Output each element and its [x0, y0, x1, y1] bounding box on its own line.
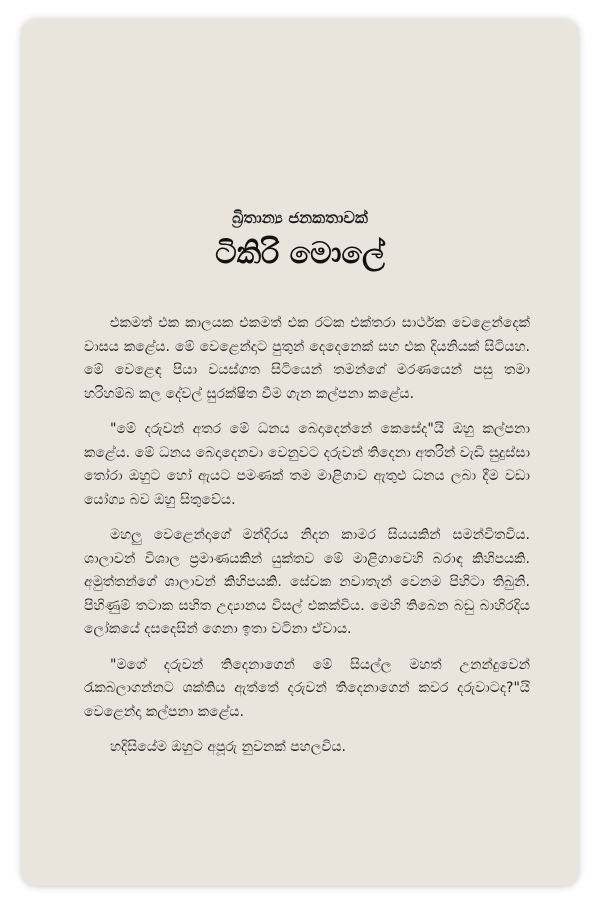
paragraph: මහලු වෙළෙන්දාගේ මන්දිරය නිදන කාමර සියයකින් සමන්විතවිය. ශාලාවන් විශාල ප්‍රමාණයකින් යුක්තව මේ මාළිගාවෙහි බරාඳ කිහිපයකි. අමුත්තන්ගේ ශාලාවන් කිහිපයකි. සේවක නවාතැන් වෙනම පිහිටා තිබුනි. පිහිණුම් තටාක සහිත උද්‍යානය විසල් එකක්විය. මෙහි තිබෙන බඩු බාහිරදිය ලෝකයේ දසදෙසින් ගෙනා ඉතා වටිනා ඒවාය. — [84, 527, 530, 637]
book-page — [22, 20, 578, 886]
story-subtitle: බ්‍රිතාන්‍ය ජනකතාවක් — [232, 208, 368, 227]
story-title: ටිකිරි මොලේ — [215, 236, 385, 271]
paragraph: එකමත් එක කාලයක එකමත් එක රටක එක්තරා සාර්ථක වෙළෙන්දෙක් වාසය කළේය. මේ වෙළෙන්දාට පුතුන් දෙදෙනෙක් සහ එක දියනියක් සිටියහ. මේ වෙළෙඳ පියා වයස්ගත සිටියෙන් තමන්ගේ මරණයෙන් පසු තමා හරිහම්බ කල දේවල් සුරක්ෂිත වීම ගැන කල්පනා කළේය. — [84, 315, 530, 402]
paragraph: "මේ දරුවන් අතර මේ ධනය බෙදාදෙන්නේ කෙසේද"යි ඔහු කල්පනා කළේය. මේ ධනය බෙදාදෙනවා වෙනුවට දරුවන් තිදෙනා අතරින් වැඩි සුදුස්සා තෝරා ඔහුට හෝ ඇයට පමණක් තම මාළිගාව ඇතුළු ධනය ලබා දීම වඩා යෝග්‍ය බව ඔහු සිතුවේය. — [84, 421, 530, 508]
paragraph: "මගේ දරුවන් තිදෙනාගෙන් මේ සියල්ල මහත් උනන්දුවෙන් රැකබලාගන්නට ශක්තිය ඇත්තේ දරුවන් තිදෙනාගෙන් කවර දරුවාටද?"යි වෙළෙන්දා කල්පනා කළේය. — [84, 656, 530, 720]
show-through-text — [70, 50, 538, 190]
story-body — [84, 312, 530, 772]
paragraph: හදිසියේම ඔහුට අපූරු නුවනක් පහලවිය. — [110, 739, 346, 755]
